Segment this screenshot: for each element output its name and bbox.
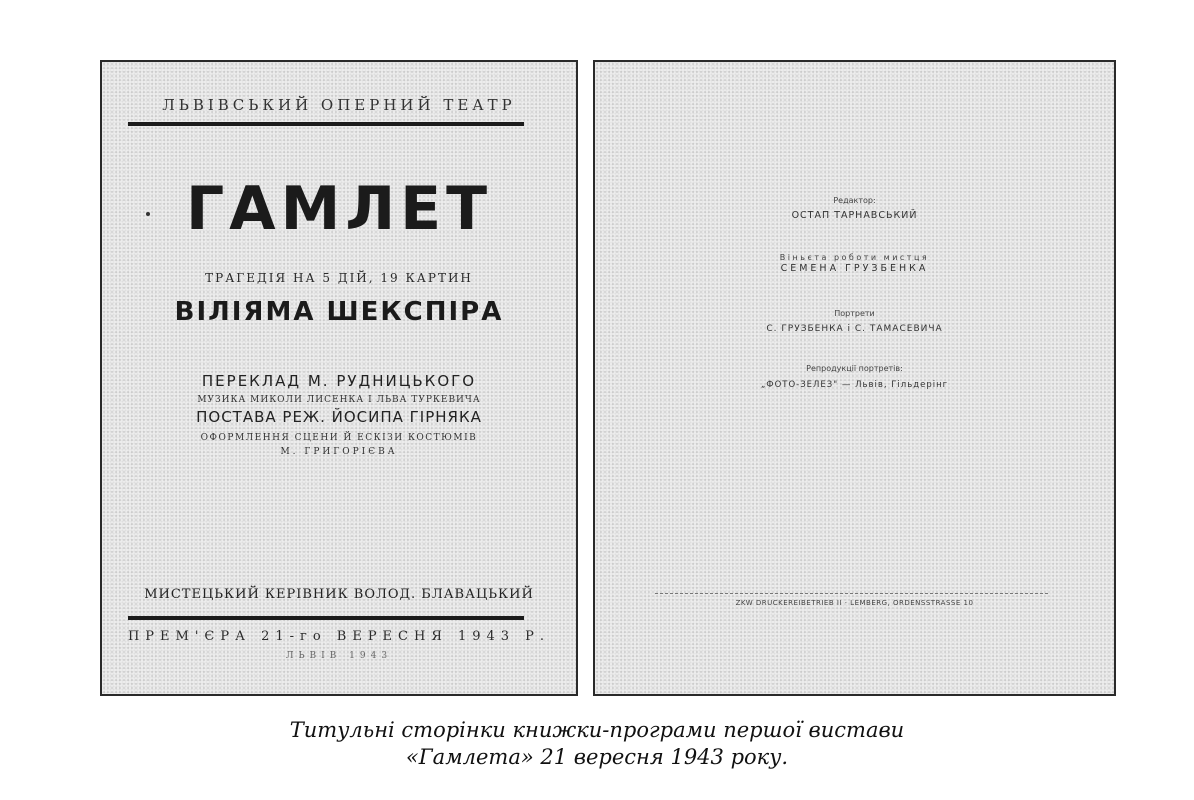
vignette-label: Віньєта роботи мистця [779,253,930,262]
portraits-label: Портрети [834,309,875,318]
city-year: ЛЬВІВ 1943 [285,651,393,661]
figure-caption-line-1: Титульні сторінки книжки-програми першої вистави [289,718,905,742]
translation-credit: ПЕРЕКЛАД М. РУДНИЦЬКОГО [201,372,477,390]
play-author: ВІЛІЯМА ШЕКСПІРА [174,297,504,327]
reproductions-label: Репродукції портретів: [806,364,903,373]
figure-caption-line-2: «Гамлета» 21 вересня 1943 року. [405,745,789,769]
program-credits-page [593,60,1116,696]
design-credit: ОФОРМЛЕННЯ СЦЕНИ Й ЕСКІЗИ КОСТЮМІВ [200,433,478,443]
program-cover-page [100,60,578,696]
theatre-name: ЛЬВІВСЬКИЙ ОПЕРНИЙ ТЕАТР [162,96,516,114]
top-divider [128,122,524,126]
printer-imprint: ZKW DRUCKEREIBETRIEB II · LEMBERG, ORDENSSTRASSE 10 [735,599,974,607]
music-credit: МУЗИКА МИКОЛИ ЛИСЕНКА І ЛЬВА ТУРКЕВИЧА [197,395,481,405]
printer-divider [655,593,1048,594]
vignette-artist: СЕМЕНА ГРУЗБЕНКА [780,263,929,274]
staging-credit: ПОСТАВА РЕЖ. ЙОСИПА ГІРНЯКА [196,408,482,426]
designer-name: М. ГРИГОРІЄВА [280,447,398,457]
portraits-artists: С. ГРУЗБЕНКА і С. ТАМАСЕВИЧА [766,324,943,334]
bottom-divider [128,616,524,620]
play-title: ГАМЛЕТ [185,174,493,244]
play-genre: ТРАГЕДІЯ НА 5 ДІЙ, 19 КАРТИН [205,271,473,285]
premiere-date: ПРЕМ'ЄРА 21-го ВЕРЕСНЯ 1943 Р. [127,629,551,644]
artistic-director: МИСТЕЦЬКИЙ КЕРІВНИК ВОЛОД. БЛАВАЦЬКИЙ [144,587,534,602]
reproductions-studio: „ФОТО-ЗЕЛЕЗ" — Львів, Гільдерінг [760,380,949,390]
editor-label: Редактор: [833,196,876,205]
editor-name: ОСТАП ТАРНАВСЬКИЙ [791,210,918,221]
